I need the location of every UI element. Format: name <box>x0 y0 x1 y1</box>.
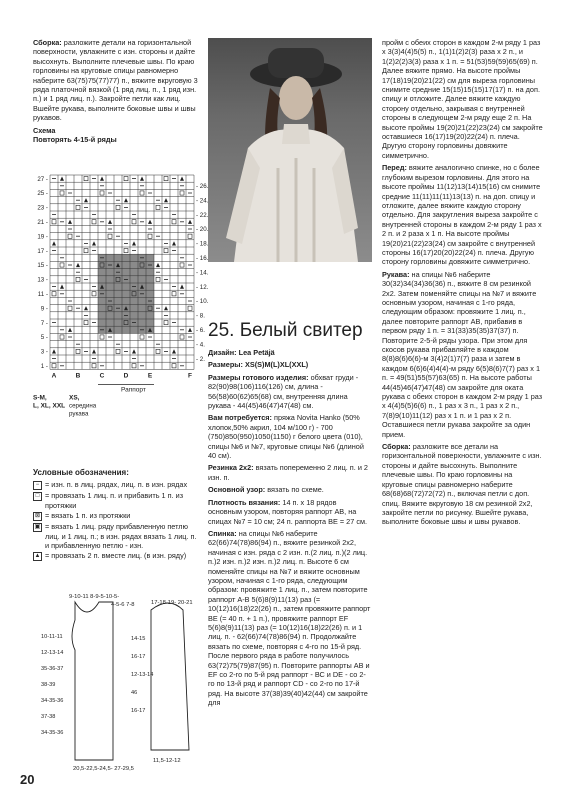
chart-decrease-mark <box>84 306 88 310</box>
legend-item <box>33 551 198 561</box>
sizes-line <box>208 360 372 369</box>
chart-row-label-right: - 4. <box>196 341 205 349</box>
chart-decrease-mark <box>188 328 192 332</box>
materials-paragraph <box>208 413 372 460</box>
chart-increase-mark <box>156 349 160 353</box>
sleeve-side-label: 16-17 <box>131 708 146 714</box>
chart-row-label-left: 11 - <box>37 290 48 298</box>
materials-text: пряжа Novita Hanko (50% хлопок,50% акрил, 104 м/100 г) - 700 (750)850(950)1050(1150) г белого цвета (010), спицы №6 и №7, круговые спицы №6 (длиной 40 см). <box>208 413 364 461</box>
chart-increase-mark <box>156 205 160 209</box>
chart-increase-mark <box>124 249 128 253</box>
chart-row-label-left: 15 - <box>37 262 48 270</box>
sleeve-side-label: 12-13-14 <box>131 672 154 678</box>
chart-increase-mark <box>172 364 176 368</box>
sleeve-side-label: 16-17 <box>131 654 146 660</box>
chart-column-mark: C <box>99 372 105 380</box>
sleeve-bottom-label: 11,5-12-12 <box>153 758 181 764</box>
chart-increase-mark <box>100 191 104 195</box>
chart-row-label-left: 5 - <box>40 334 48 342</box>
chart-increase-mark <box>132 220 136 224</box>
legend-text: = провязать 1 лиц. п. и прибавить 1 п. из протяжки <box>45 491 184 510</box>
final-assembly-label: Сборка: <box>382 442 411 452</box>
front-paragraph <box>382 163 544 266</box>
chart-shaded-rapport <box>98 254 154 333</box>
chart-row-label-left: 13 - <box>37 276 48 284</box>
chart-decrease-mark <box>172 349 176 353</box>
chart-decrease-mark <box>68 220 72 224</box>
chart-increase-mark <box>52 292 56 296</box>
pattern-sleeve-outline <box>151 603 189 750</box>
rib-text: вязать попеременно 2 лиц. п. и 2 изн. п. <box>208 463 368 482</box>
pattern-side-label: 37-38 <box>41 714 56 720</box>
model-photo <box>208 38 372 262</box>
measures-text: обхват груди - 82(90)98(106)116(126) см, длина - 56(58)60(62)65(68) см, внутренняя длина рукава - 44(45)46(47)47(48) см. <box>208 372 359 411</box>
chart-decrease-mark <box>124 198 128 202</box>
chart-increase-mark <box>100 335 104 339</box>
sizes-label: Размеры: <box>208 360 243 370</box>
rib-paragraph <box>208 463 372 482</box>
chart-increase-mark <box>84 321 88 325</box>
chart-increase-mark <box>76 205 80 209</box>
chart-rapport-label: Раппорт <box>121 386 146 394</box>
back-paragraph <box>208 529 372 708</box>
chart-column-mark: D <box>123 372 129 380</box>
chart-row-label-left: 27 - <box>37 175 48 183</box>
chart-increase-mark <box>108 234 112 238</box>
rib-label: Резинка 2х2: <box>208 463 254 473</box>
chart-increase-mark <box>164 249 168 253</box>
density-label: Плотность вязания: <box>208 497 281 507</box>
final-assembly-text: разложите все детали на горизонтальной поверхности, увлажните с изн. стороны и дайте высохнуть. Выполните плечевые швы. По краю горловины на круговые спицы равномерно наберите 68(68)68(72)72(72) п., включая петли с доп. спиц. Вяжите вкруговую 18 см резинкой 2х2, закройте петли по рисунку. Вшейте рукава, выполните боковые швы и швы рукавов. <box>382 442 542 527</box>
chart-row-label-right: - 22. <box>196 211 209 219</box>
pattern-top-label: 9-10-11 8-9-5-10-5- <box>69 594 120 600</box>
pattern-side-label: 38-39 <box>41 682 56 688</box>
chart-row-label-right: - 12. <box>196 283 209 291</box>
legend <box>33 468 198 562</box>
chart-decrease-mark <box>148 220 152 224</box>
legend-symbol-icon: □ <box>33 492 42 501</box>
assembly-text: разложите детали на горизонтальной поверхности, увлажните с изн. стороны и дайте высохнуть. Выполните плечевые швы. По краю горловины на круговые спицы равномерно наберите 63(75)75(77)77) п., вяжите вкруговую 3 ряда платочной вязкой (1 ряд лиц. п., 1 ряд изн. п.) и 1 ряд лиц. п.). Закройте петли как лиц. Вшейте рукава, выполните боковые швы и швы рукавов. <box>33 38 198 123</box>
chart-increase-mark <box>76 349 80 353</box>
legend-item <box>33 491 198 510</box>
density-text: 14 п. х 18 рядов основным узором, повторяя раппорт АВ, на спицах №7 = 10 см; 24 п. раппорта ВЕ = 27 см. <box>208 497 368 526</box>
front-text: вяжите аналогично спинке, но с более глубоким вырезом горловины. Для этого на высоте проймы 11(12)13(14)15(16) см снимите средние 11(11)11(11)13(13) п. на доп. спицу и отложите, далее вяжите каждую сторону отдельно. Для закругления выреза закройте с внутренней стороны в каждом 2-м ряду 1 раз х 2 п. и 2 раза х 1 п. На высоте проймы 19(20)21(22)23(24) см закройте с внутренней стороны 16(17)20(20)22(24) п. плеча. Другую сторону горловины довяжите симметрично. <box>382 163 542 267</box>
front-label: Перед: <box>382 163 407 173</box>
chart-increase-mark <box>172 220 176 224</box>
pattern-svg <box>33 590 198 775</box>
chart-decrease-mark <box>60 177 64 181</box>
chart-increase-mark <box>140 335 144 339</box>
chart-row-label-left: 17 - <box>37 247 48 255</box>
chart-decrease-mark <box>188 220 192 224</box>
chart-increase-mark <box>68 306 72 310</box>
chart-increase-mark <box>60 191 64 195</box>
chart-row-label-left: 21 - <box>37 218 48 226</box>
legend-item <box>33 480 198 490</box>
legend-text: = вязать 1 лиц. ряду прибавленную петлю лиц. и 1 лиц. п.; в изн. рядах вязать 1 лиц. п. и прибавленную петлю - изн. <box>45 522 197 551</box>
chart-increase-mark <box>84 249 88 253</box>
pattern-top-label-2: 4-5-6 7-8 <box>111 602 135 608</box>
legend-symbol-icon: ▲ <box>34 553 41 560</box>
main-pattern-paragraph <box>208 485 372 494</box>
chart-increase-mark <box>92 364 96 368</box>
design-label: Дизайн: <box>208 348 237 357</box>
chart-decrease-mark <box>108 220 112 224</box>
assembly-label: Сборка: <box>33 38 62 47</box>
article-title: 25. Белый свитер <box>208 320 363 341</box>
pattern-side-label: 34-35-36 <box>41 730 64 736</box>
assembly-paragraph <box>33 38 198 123</box>
legend-item <box>33 511 198 521</box>
chart-row-label-left: 9 - <box>40 305 48 313</box>
scheme-label: Схема <box>33 125 56 135</box>
pattern-diagram <box>33 590 198 775</box>
knitting-chart-svg <box>33 175 209 435</box>
chart-decrease-mark <box>156 263 160 267</box>
chart-bottom-left-label: L, XL, XXL <box>33 402 66 410</box>
chart-column-mark: E <box>147 372 153 380</box>
chart-increase-mark <box>164 321 168 325</box>
chart-decrease-mark <box>68 328 72 332</box>
middle-column <box>208 320 372 711</box>
chart-decrease-mark <box>164 198 168 202</box>
chart-bottom-left-label: S-M, <box>33 394 47 402</box>
chart-increase-mark <box>76 277 80 281</box>
chart-decrease-mark <box>132 241 136 245</box>
design-line <box>208 348 372 357</box>
chart-bottom-mid-label: рукава <box>69 410 89 418</box>
legend-item <box>33 522 198 550</box>
legend-text: = провязать 2 п. вместе лиц. (в изн. ряду) <box>45 551 187 561</box>
chart-increase-mark <box>68 234 72 238</box>
chart-increase-mark <box>116 205 120 209</box>
chart-increase-mark <box>140 191 144 195</box>
sleeve-side-label: 14-15 <box>131 636 146 642</box>
chart-increase-mark <box>84 177 88 181</box>
chart-increase-mark <box>124 177 128 181</box>
chart-row-label-right: - 6. <box>196 326 205 334</box>
chart-increase-mark <box>116 349 120 353</box>
chart-column-mark: A <box>51 372 57 380</box>
chart-column-mark: B <box>75 372 81 380</box>
chart-row-label-right: - 20. <box>196 226 209 234</box>
model-silhouette <box>208 38 372 262</box>
chart-row-label-right: - 16. <box>196 254 209 262</box>
pattern-side-label: 10-11-11 <box>41 634 63 640</box>
chart-row-label-right: - 18. <box>196 240 209 248</box>
chart-decrease-mark <box>92 349 96 353</box>
materials-label: Вам потребуется: <box>208 413 272 423</box>
chart-increase-mark <box>60 263 64 267</box>
chart-decrease-mark <box>172 241 176 245</box>
legend-symbol-icon: ▣ <box>34 524 41 531</box>
chart-increase-mark <box>180 335 184 339</box>
measures-paragraph <box>208 373 372 411</box>
pattern-bottom-label: 20,5-22,5-24,5- 27-29,5 <box>73 766 134 772</box>
sleeve-paragraph <box>382 270 544 439</box>
chart-row-label-right: - 8. <box>196 312 205 320</box>
chart-decrease-mark <box>84 198 88 202</box>
right-column <box>382 38 544 530</box>
chart-increase-mark <box>92 292 96 296</box>
scheme-sub: Повторять 4-15-й ряды <box>33 135 117 145</box>
chart-decrease-mark <box>92 241 96 245</box>
chart-decrease-mark <box>140 177 144 181</box>
measures-label: Размеры готового изделия: <box>208 372 309 382</box>
sleeve-label: Рукава: <box>382 269 410 279</box>
pattern-side-label: 12-13-14 <box>41 650 64 656</box>
chart-row-label-left: 3 - <box>40 348 48 356</box>
chart-bottom-mid-label: XS, <box>69 394 80 402</box>
design-value: Lea Petäjä <box>238 348 275 357</box>
pattern-side-label: 35-36-37 <box>41 666 64 672</box>
chart-increase-mark <box>172 292 176 296</box>
density-paragraph <box>208 498 372 526</box>
chart-row-label-right: - 24. <box>196 197 209 205</box>
chart-increase-mark <box>52 220 56 224</box>
chart-increase-mark <box>92 220 96 224</box>
chart-increase-mark <box>132 364 136 368</box>
page-number: 20 <box>20 772 35 787</box>
chart-row-label-left: 23 - <box>37 204 48 212</box>
chart-increase-mark <box>188 306 192 310</box>
chart-decrease-mark <box>60 285 64 289</box>
chart-column-mark: F <box>188 372 192 380</box>
chart-row-label-left: 7 - <box>40 319 48 327</box>
sleeve-side-label: 46 <box>131 690 138 696</box>
chart-increase-mark <box>164 177 168 181</box>
chart-row-label-left: 1 - <box>40 362 48 370</box>
sleeve-text: на спицы №6 наберите 30(32)34(34)36(36) п., вяжите 8 см резинкой 2х2. Затем поменяйте спицы на №7 и вяжите основным узором, начиная с 1-го ряда, следующим образом: провяжите 1 лиц. п., далее повторите раппорт АВ, прибавив в первом ряду 1 п. = 31(33)35(35)37(37) п. Повторите 2-5-й ряды узора. При этом для скосов рукава прибавляйте в каждом 8(8)8(6)6(6)-м 3(4)2(1)7(7) раза и затем в каждом 6(6)6(4)4(4)-м ряду 6(5)8(6)7(7) раз х 1 п. = 49(51)55(57)63(65) п. На высоте работы 44(45)46(47)47(48) см закройте для оката рукава с обеих сторон в каждом 2-м ряду 1 раз х 4(4)5(5)6(6) п., 1 раз х 3 п., 1 раз х 2 п., 7(8)9(10)11(12) раз х 1 п. и 1 раз х 2 п. Оставшиеся петли рукава закройте за один прием. <box>382 269 543 439</box>
chart-row-label-right: - 10. <box>196 298 209 306</box>
main-pattern-text: вязать по схеме. <box>267 485 324 495</box>
chart-decrease-mark <box>100 177 104 181</box>
chart-decrease-mark <box>180 285 184 289</box>
back-text: на спицы №6 наберите 62(66)74(78)86(94) п., вяжите резинкой 2х2, начиная с изн. ряда с 2 изн. п.(2 лиц. п.)(2 лиц. п.)2 изн. п.)2 изн. п.)2 лиц. п. Высоте 6 см поменяйте спицы на №7 и вяжите основным узором, начиная с 1-го ряда, следующим образом: провяжите 1 лиц. п., затем повторите раппорт А-В 5(6)8(9)11(13) раз (= 10(12)16(18)22(26) п., затем провяжите раппорт ВЕ (= 40 п. + 1 п.), провяжите раппорт EF 5(6)8(9)11(13) раз (= 10(12)16(18)22(26) п. и 1 лиц. п. - 62(66)74(78)86(94) п. Продолжайте вязать по схеме, повторяя с 4-го по 15-й ряд. После первого ряда в работе получилось 63(72)75(79)87(95) п. Повторите раппорты АВ и EF со 2-го по 5-й ряд раппорт - ВС и DE - со 2-го по 13-й ряд и раппорт CD - со 2-го по 17-й ряд. На высоте 37(38)39(40)42(44) см закройте для <box>208 528 371 708</box>
chart-increase-mark <box>180 263 184 267</box>
legend-text: = вязать 1 п. из протяжки <box>45 511 131 521</box>
legend-symbol-icon: ⊠ <box>34 513 41 520</box>
sizes-value: XS(S)M(L)XL(XXL) <box>244 360 309 370</box>
chart-decrease-mark <box>52 349 56 353</box>
main-pattern-label: Основной узор: <box>208 485 266 495</box>
legend-rows <box>33 480 198 561</box>
chart-increase-mark <box>188 234 192 238</box>
chart-row-label-right: - 2. <box>196 355 205 363</box>
chart-row-label-right: - 26. <box>196 182 209 190</box>
sleeve-top-label: 17-18-19- 20-21 <box>151 600 193 606</box>
chart-row-label-right: - 14. <box>196 269 209 277</box>
knitting-chart <box>33 175 209 435</box>
chart-decrease-mark <box>52 241 56 245</box>
chart-increase-mark <box>52 364 56 368</box>
legend-text: = изн. п. в лиц. рядах, лиц. п. в изн. рядах <box>45 480 188 490</box>
chart-decrease-mark <box>180 177 184 181</box>
chart-row-label-left: 19 - <box>37 233 48 241</box>
chart-bottom-mid-label: середина <box>69 402 97 410</box>
pattern-body-outline <box>72 602 113 760</box>
chart-increase-mark <box>180 191 184 195</box>
chart-decrease-mark <box>132 349 136 353</box>
left-column <box>33 38 198 144</box>
legend-symbol-icon: − <box>33 481 42 490</box>
pattern-side-label: 34-35-36 <box>41 698 64 704</box>
chart-increase-mark <box>60 335 64 339</box>
back-label: Спинка: <box>208 528 237 538</box>
back-continued-paragraph: пройм с обеих сторон в каждом 2-м ряду 1 раз х 3(3)4(4)5(5) п., 1(1)1(2)2(3) раза х 2 п., и 1(2)2(2)3(3) раза х 1 п. = 51(53)59(59)65(69) п. Далее вяжите прямо. На высоте проймы 17(18)19(20)21(22) см для выреза горловины снимите средние 15(15)15(15)17(17) п. на доп. спицу и отложите. Далее вяжите каждую сторону отдельно, закрывая с внутренней стороны в следующем 2-м ряду еще 2 п. На высоте проймы 19(20)21(22)23(24) см закройте оставшиеся 16(17)19(20)22(24) п. плеча. Другую сторону горловины довяжите симметрично. <box>382 38 543 160</box>
legend-title: Условные обозначения: <box>33 468 129 477</box>
chart-increase-mark <box>148 234 152 238</box>
chart-increase-mark <box>156 277 160 281</box>
chart-decrease-mark <box>76 263 80 267</box>
chart-decrease-mark <box>164 306 168 310</box>
chart-row-label-left: 25 - <box>37 190 48 198</box>
final-assembly-paragraph <box>382 442 544 527</box>
